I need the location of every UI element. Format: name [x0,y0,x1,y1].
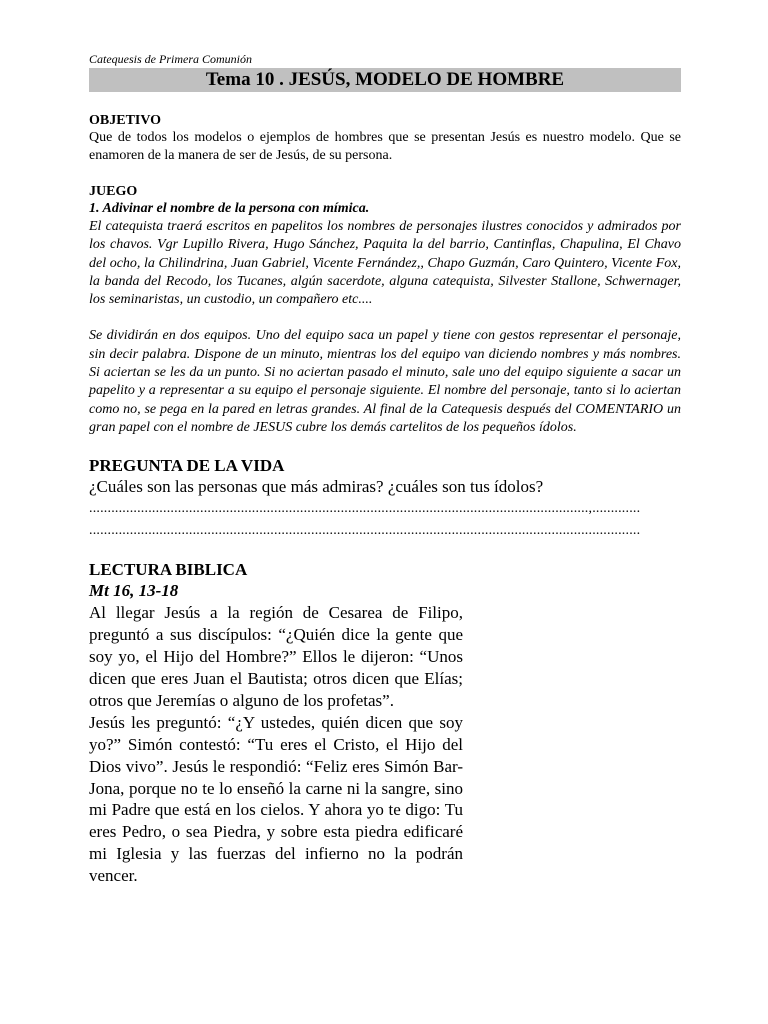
juego-section [89,183,681,437]
pregunta-heading: PREGUNTA DE LA VIDA [89,456,285,476]
pregunta-section [89,455,681,542]
page-title: Tema 10 . JESÚS, MODELO DE HOMBRE [89,68,681,92]
bible-text-1: Al llegar Jesús a la región de Cesarea de Filipo, preguntó a sus discípulos: “¿Quién dice la gente que soy yo, el Hijo del Hombre?” Ellos le dijeron: “Unos dicen que eres Juan el Bautista; otros dicen que Elías; otros que Jeremías o alguno de los profetas”. [89,603,463,710]
answer-line-2: ..................................................................................................................................................... [89,523,641,539]
lectura-section [89,559,681,887]
juego-paragraph-2: Se dividirán en dos equipos. Uno del equipo saca un papel y tiene con gestos representar el personaje, sin decir palabra. Dispone de un minuto, mientras los del equipo van diciendo nombres y más nombres. Si aciertan se les da un punto. Si no aciertan pasado el minuto, sale uno del equipo siguiente a sacar un papelito y a representar a su equipo el personaje siguiente. El nombre del personaje, tanto si lo aciertan como no, se pega en la pared en letras grandes. Al final de la Catequesis después del COMENTARIO un gran papel con el nombre de JESUS cubre los demás cartelitos de los pequeños ídolos. [89,328,681,435]
answer-line-1: .......................................................................................................................................,............. [89,501,641,517]
bible-reference: Mt 16, 13-18 [89,581,179,601]
pregunta-question: ¿Cuáles son las personas que más admiras? ¿cuáles son tus ídolos? [89,477,544,497]
juego-heading: JUEGO [89,184,138,199]
objetivo-heading: OBJETIVO [89,113,162,128]
bible-text-2: Jesús les preguntó: “¿Y ustedes, quién dicen que soy yo?” Simón contestó: “Tu eres el Cristo, el Hijo del Dios vivo”. Jesús le respondió: “Feliz eres Simón Bar-Jona, porque no te lo enseñó la carne ni la sangre, sino mi Padre que está en los cielos. Y ahora yo te digo: Tu eres Pedro, o sea Piedra, y sobre esta piedra edificaré mi Iglesia y las fuerzas del infierno no la podrán vencer. [89,712,463,886]
running-header: Catequesis de Primera Comunión [89,52,252,66]
juego-item-title: 1. Adivinar el nombre de la persona con mímica. [89,201,370,216]
juego-paragraph-1: El catequista traerá escritos en papelitos los nombres de personajes ilustres conocidos y admirados por los chavos. Vgr Lupillo Rivera, Hugo Sánchez, Paquita la del barrio, Cantinflas, Chapulina, El Chavo del ocho, la Chilindrina, Juan Gabriel, Vicente Fernández,, Chapo Guzmán, Caro Quintero, Vicente Fox, la banda del Recodo, los Tucanes, algún sacerdote, alguna catequista, Silvester Stallone, Schwernager, los seminaristas, un custodio, un compañero etc.... [89,219,681,308]
document-page [89,52,681,887]
objetivo-section [89,112,681,165]
objetivo-text: Que de todos los modelos o ejemplos de hombres que se presentan Jesús es nuestro modelo. Que se enamoren de la manera de ser de Jesús, de su persona. [89,130,681,163]
lectura-heading: LECTURA BIBLICA [89,560,248,580]
